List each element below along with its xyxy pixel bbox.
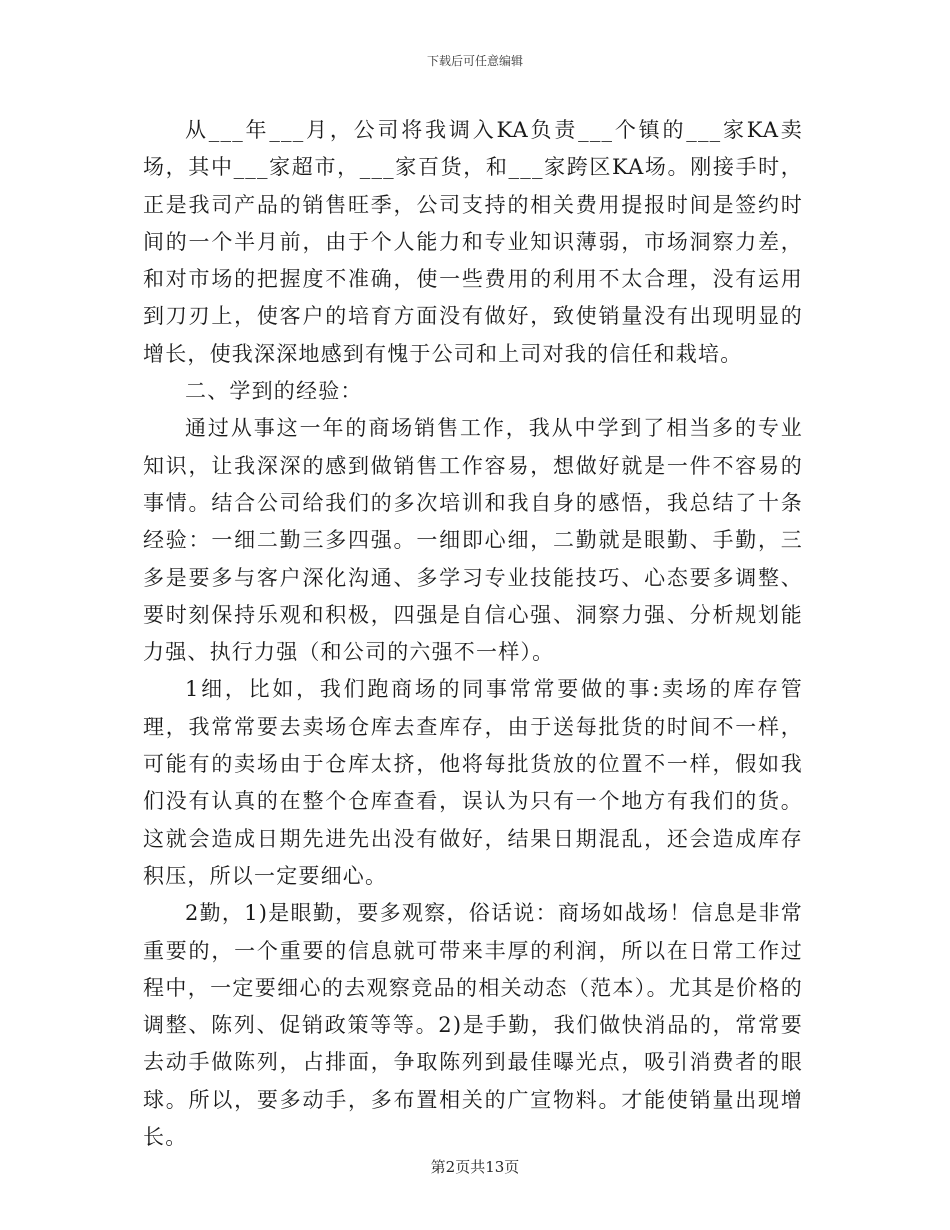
paragraph-careful: 1细，比如，我们跑商场的同事常常要做的事:卖场的库存管理，我常常要去卖场仓库去查库存，由于送每批货的时间不一样，可能有的卖场由于仓库太挤，他将每批货放的位置不一样，假如我们没有认真的在整个仓库查看，误认为只有一个地方有我们的货。这就会造成日期先进先出没有做好，结果日期混乱，还会造成库存积压，所以一定要细心。 [143, 677, 803, 888]
document-body [143, 112, 803, 1156]
page-header: 下载后可任意编辑 [426, 54, 523, 68]
paragraph-diligent: 2勤，1)是眼勤，要多观察，俗话说：商场如战场！信息是非常重要的，一个重要的信息就可带来丰厚的利润，所以在日常工作过程中，一定要细心的去观察竞品的相关动态（范本）。尤其是价格的调整、陈列、促销政策等等。2)是手勤，我们做快消品的，常常要去动手做陈列，占排面，争取陈列到最佳曝光点，吸引消费者的眼球。所以，要多动手，多布置相关的广宣物料。才能使销量出现增长。 [143, 901, 803, 1150]
page-footer: 第2页共13页 [430, 1158, 520, 1176]
section-heading: 二、学到的经验： [185, 379, 363, 404]
paragraph-intro: 从___年___月，公司将我调入KA负责___个镇的___家KA卖场，其中___家超市，___家百货，和___家跨区KA场。刚接手时，正是我司产品的销售旺季，公司支持的相关费用提报时间是签约时间的一个半月前，由于个人能力和专业知识薄弱，市场洞察力差，和对市场的把握度不准确，使一些费用的利用不太合理，没有运用到刀刃上，使客户的培育方面没有做好，致使销量没有出现明显的增长，使我深深地感到有愧于公司和上司对我的信任和栽培。 [143, 118, 803, 366]
paragraph-experience-summary: 通过从事这一年的商场销售工作，我从中学到了相当多的专业知识，让我深深的感到做销售工作容易，想做好就是一件不容易的事情。结合公司给我们的多次培训和我自身的感悟，我总结了十条经验：一细二勤三多四强。一细即心细，二勤就是眼勤、手勤，三多是要多与客户深化沟通、多学习专业技能技巧、心态要多调整、要时刻保持乐观和积极，四强是自信心强、洞察力强、分析规划能力强、执行力强（和公司的六强不一样）。 [143, 416, 803, 665]
